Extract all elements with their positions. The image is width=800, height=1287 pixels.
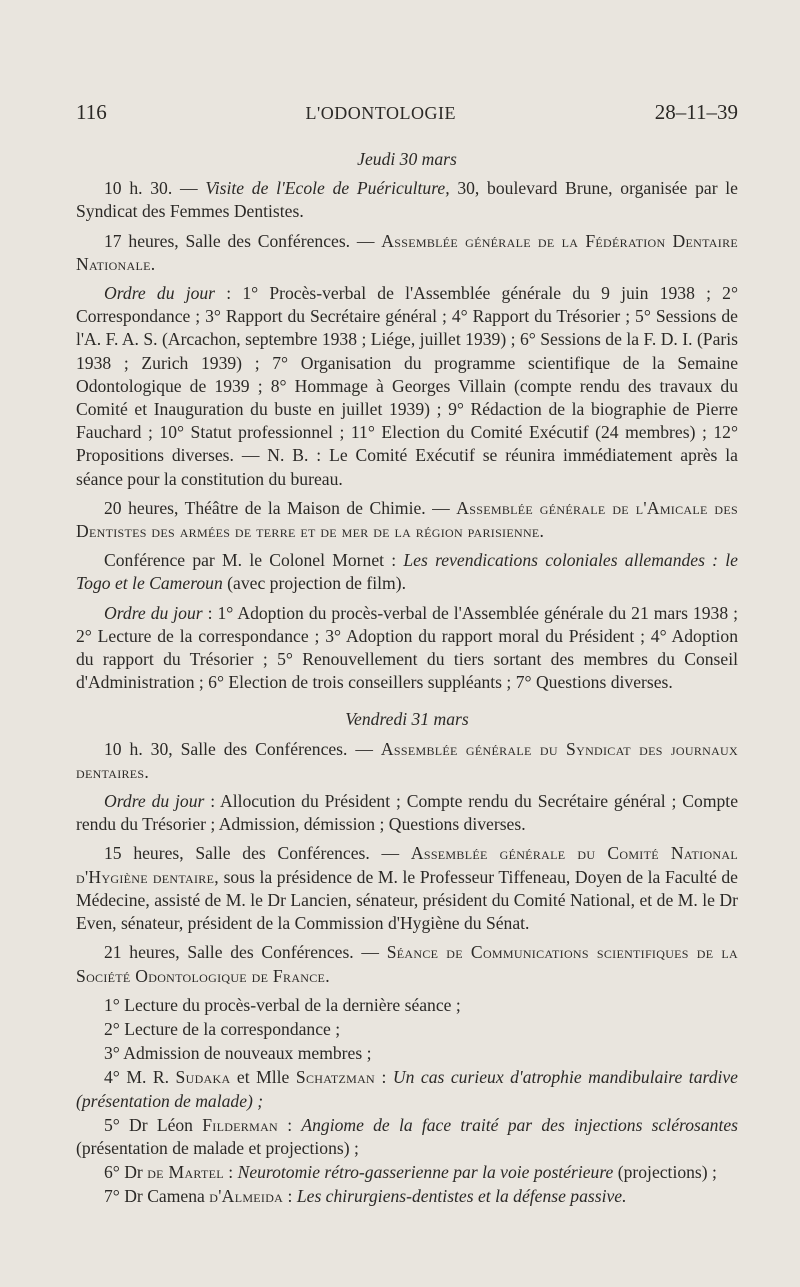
page-number: 116 (76, 100, 107, 124)
author-name: Filderman (202, 1114, 279, 1135)
event-thursday-1 (76, 177, 738, 223)
conference-suffix: (avec projection de film). (222, 573, 406, 594)
list-item: 1° Lecture du procès-verbal de la dernière séance ; (104, 994, 461, 1015)
item-separator: : (375, 1067, 393, 1088)
author-name: de Martel (147, 1162, 224, 1183)
author-name: d'Almeida (209, 1186, 284, 1207)
list-item (76, 1185, 738, 1208)
event-details: 30, boulevard Brune, organisée par le Syndicat des Femmes Dentistes. (76, 178, 738, 222)
event-title: Assemblée générale de l'Amicale des Dentistes des armées de terre et de mer de la région parisienne. (76, 497, 738, 542)
talk-details: (projections) ; (613, 1162, 717, 1183)
item-prefix: 7° Dr Camena (104, 1186, 210, 1207)
event-title: Assemblée générale de la Fédération Dentaire Nationale. (76, 230, 738, 274)
agenda-text: : 1° Adoption du procès-verbal de l'Assemblée générale du 21 mars 1938 ; 2° Lecture de la correspondance ; 3° Adoption du rapport moral du Président ; 4° Adoption du rapport du Trésorier ; 5° Renouvellement du tiers sortant des membres du Conseil d'Administration ; 6° Election de trois conseillers suppléants ; 7° Questions diverses. (76, 602, 739, 693)
author-name: Schatzman (295, 1067, 376, 1088)
list-item (76, 1114, 738, 1160)
event-thursday-3 (76, 497, 738, 543)
communications-list (76, 994, 738, 1209)
event-title: Séance de Communications scientifiques de la Société Odontologique de France. (76, 942, 738, 986)
event-friday-3 (76, 941, 738, 987)
item-prefix: 5° Dr Léon (104, 1114, 203, 1135)
day-heading-thursday: Jeudi 30 mars (357, 149, 457, 169)
event-time: 20 heures, Théâtre de la Maison de Chimie. — (104, 497, 457, 518)
event-title: Assemblée générale du Syndicat des journaux dentaires. (76, 738, 738, 782)
running-header (76, 100, 738, 125)
event-time: 10 h. 30. — (104, 178, 206, 199)
day-heading-friday: Vendredi 31 mars (345, 709, 469, 730)
event-friday-1 (76, 738, 738, 784)
agenda-thursday-2 (76, 282, 738, 491)
list-item (76, 1161, 738, 1184)
page-body (76, 148, 738, 1210)
author-name: Sudaka (175, 1067, 231, 1088)
item-prefix: 4° M. R. (104, 1067, 176, 1088)
event-title: Visite de l'Ecole de Puériculture, (205, 178, 450, 199)
item-connector: et Mlle (230, 1067, 296, 1088)
item-separator: : (223, 1162, 238, 1183)
agenda-thursday-3 (76, 602, 738, 695)
agenda-friday-1 (76, 790, 738, 836)
event-details: sous la présidence de M. le Professeur Tiffeneau, Doyen de la Faculté de Médecine, assisté de M. le Dr Lancien, sénateur, président du Comité National, et de M. le Dr Even, sénateur, président de la Commission d'Hygiène du Sénat. (76, 866, 738, 934)
event-friday-2 (76, 842, 738, 935)
agenda-label: Ordre du jour (104, 283, 216, 304)
journal-title: L'ODONTOLOGIE (305, 103, 456, 123)
item-separator: : (283, 1186, 297, 1207)
talk-title: Angiome de la face traité par des injections sclérosantes (301, 1114, 738, 1135)
agenda-text: : Allocution du Président ; Compte rendu du Secrétaire général ; Compte rendu du Trésorier ; Admission, démission ; Questions diverses. (76, 791, 739, 835)
agenda-label: Ordre du jour (104, 791, 205, 812)
list-item (76, 1066, 738, 1112)
talk-title: Un cas curieux d'atrophie mandibulaire tardive (présentation de malade) ; (76, 1067, 738, 1111)
event-time: 21 heures, Salle des Conférences. — (104, 942, 387, 963)
item-separator: : (278, 1114, 302, 1135)
talk-details: (présentation de malade et projections) ; (76, 1137, 359, 1158)
list-item: 2° Lecture de la correspondance ; (104, 1018, 341, 1039)
event-time: 15 heures, Salle des Conférences. — (104, 843, 411, 864)
agenda-text: : 1° Procès-verbal de l'Assemblée générale du 9 juin 1938 ; 2° Correspondance ; 3° Rapport du Secrétaire général ; 4° Rapport du Trésorier ; 5° Sessions de l'A. F. A. S. (Arcachon, septembre 1938 ; Liége, juillet 1939) ; 6° Sessions de la F. D. I. (Paris 1938 ; Zurich 1939) ; 7° Organisation du programme scientifique de la Semaine Odontologique de 1939 ; 8° Hommage à Georges Villain (compte rendu des travaux du Comité et Inauguration du buste en juillet 1939) ; 9° Rédaction de la biographie de Pierre Fauchard ; 10° Statut professionnel ; 11° Election du Comité Exécutif (24 membres) ; 12° Propositions diverses. — N. B. : Le Comité Exécutif se réunira immédiatement après la séance pour la constitution du bureau. (76, 283, 738, 489)
conference-prefix: Conférence par M. le Colonel Mornet : (104, 550, 404, 571)
event-time: 17 heures, Salle des Conférences. — (104, 230, 382, 251)
list-item: 3° Admission de nouveaux membres ; (104, 1043, 372, 1064)
talk-title: Neurotomie rétro-gasserienne par la voie postérieure (237, 1162, 614, 1183)
item-prefix: 6° Dr (104, 1162, 148, 1183)
conference-thursday-3 (76, 549, 738, 595)
event-time: 10 h. 30, Salle des Conférences. — (104, 738, 381, 759)
event-title: Assemblée générale du Comité National d'Hygiène dentaire, (76, 843, 738, 887)
event-thursday-2 (76, 230, 738, 276)
agenda-label: Ordre du jour (104, 602, 203, 623)
issue-date: 28–11–39 (654, 100, 738, 124)
talk-title: Les chirurgiens-dentistes et la défense passive. (296, 1186, 627, 1207)
conference-title: Les revendications coloniales allemandes : le Togo et le Cameroun (76, 550, 738, 594)
